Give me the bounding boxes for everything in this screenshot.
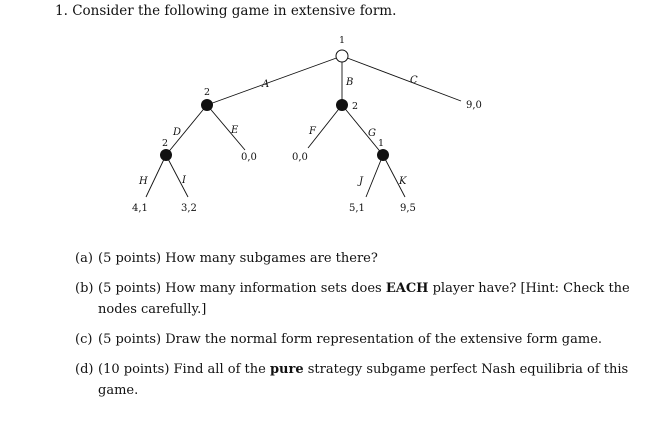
question-text: How many subgames are there? bbox=[161, 251, 378, 266]
edge-G bbox=[342, 105, 383, 155]
edge-C bbox=[342, 56, 461, 101]
root-node bbox=[336, 50, 348, 62]
action-label-A: A bbox=[262, 79, 270, 90]
edge-J bbox=[366, 155, 383, 197]
player-label-left: 2 bbox=[204, 87, 211, 98]
decision-node-lower-left bbox=[160, 149, 172, 161]
action-label-I: I bbox=[182, 175, 186, 186]
action-label-B: B bbox=[346, 77, 354, 88]
action-label-J: J bbox=[359, 176, 364, 187]
question-points: (5 points) bbox=[98, 332, 162, 347]
edge-H bbox=[146, 155, 166, 197]
question-b bbox=[75, 278, 635, 320]
edge-A bbox=[207, 56, 342, 105]
question-c bbox=[75, 329, 635, 350]
question-d bbox=[75, 359, 635, 401]
edge-E bbox=[207, 105, 245, 150]
question-text: strategy subgame perfect Nash equilibria of this game. bbox=[98, 362, 629, 398]
payoff-K: 9,5 bbox=[400, 203, 416, 214]
action-label-E: E bbox=[231, 125, 239, 136]
question-tag: (c) bbox=[75, 332, 93, 347]
decision-node-lower-right bbox=[377, 149, 389, 161]
payoff-H: 4,1 bbox=[132, 203, 148, 214]
player-label-lower-left: 2 bbox=[162, 138, 169, 149]
decision-node-left bbox=[201, 99, 213, 111]
question-text: How many information sets does bbox=[161, 281, 386, 296]
problem-number: 1. bbox=[55, 3, 68, 19]
question-text: Find all of the bbox=[169, 362, 270, 377]
question-a bbox=[75, 248, 635, 269]
question-tag: (b) bbox=[75, 281, 94, 296]
problem-title: Consider the following game in extensive form. bbox=[72, 3, 397, 19]
player-label-middle: 2 bbox=[352, 101, 359, 112]
player-label-root: 1 bbox=[339, 35, 346, 46]
action-label-G: G bbox=[368, 128, 376, 139]
question-emphasis: EACH bbox=[385, 281, 429, 296]
question-emphasis: pure bbox=[269, 362, 304, 377]
question-list bbox=[75, 248, 635, 410]
player-label-lower-right: 1 bbox=[378, 138, 385, 149]
payoff-J: 5,1 bbox=[349, 203, 365, 214]
decision-node-middle bbox=[336, 99, 348, 111]
payoff-I: 3,2 bbox=[181, 203, 197, 214]
question-points: (10 points) bbox=[98, 362, 170, 377]
question-text: Draw the normal form representation of the extensive form game. bbox=[161, 332, 603, 347]
question-points: (5 points) bbox=[98, 281, 162, 296]
action-label-F: F bbox=[309, 126, 316, 137]
question-tag: (d) bbox=[75, 362, 94, 377]
payoff-E: 0,0 bbox=[241, 152, 257, 163]
payoff-F: 0,0 bbox=[292, 152, 308, 163]
question-points: (5 points) bbox=[98, 251, 162, 266]
action-label-H: H bbox=[139, 176, 148, 187]
action-label-C: C bbox=[410, 75, 418, 86]
action-label-K: K bbox=[399, 176, 407, 187]
question-tag: (a) bbox=[75, 251, 93, 266]
question-text: player have? [Hint: Check the nodes carefully.] bbox=[98, 281, 630, 317]
action-label-D: D bbox=[173, 127, 182, 138]
payoff-C: 9,0 bbox=[466, 100, 482, 111]
